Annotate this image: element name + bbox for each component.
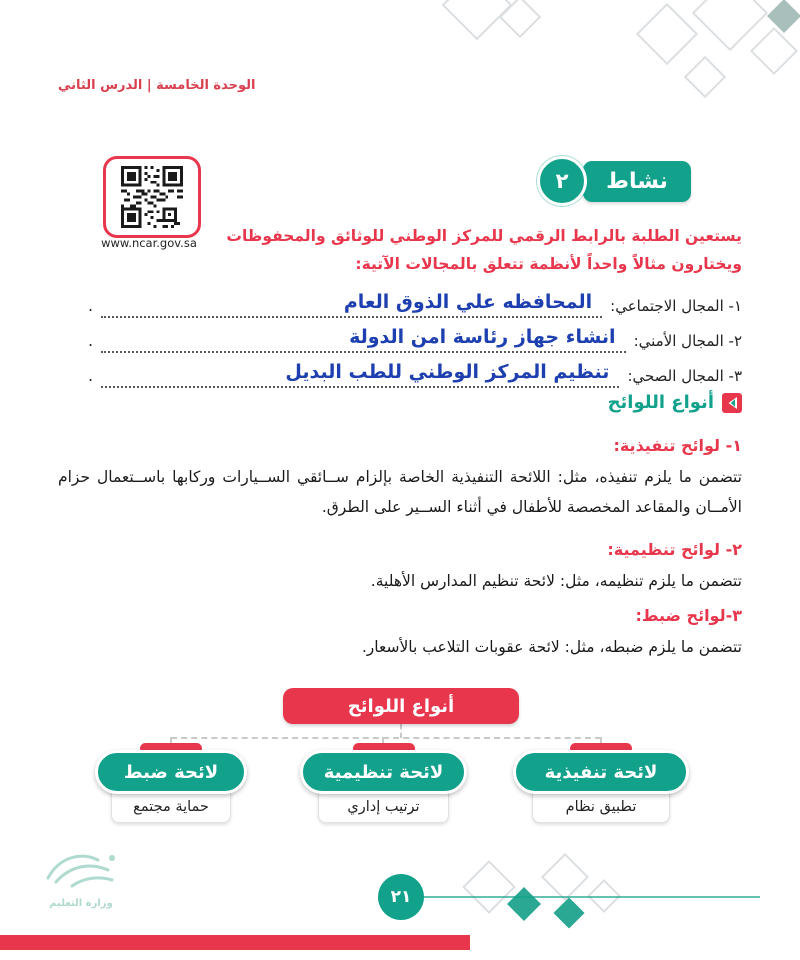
subsection-body-1: تتضمن ما يلزم تنفيذه، مثل: اللائحة التنفيذية الخاصة بإلزام ســائقي الســيارات وركابها باســتعمال حزام الأمــان والمقاعد المخصصة للأطفال في أثناء الســير على الطرق. <box>58 468 742 516</box>
node-subtitle: تطبيق نظام <box>532 782 669 823</box>
diagram-node-organizational <box>300 750 467 823</box>
subsection-heading-1: ١- لوائح تنفيذية: <box>613 436 742 455</box>
subsection-body-3: تتضمن ما يلزم ضبطه، مثل: لائحة عقوبات التلاعب بالأسعار. <box>361 638 742 656</box>
decor-diamond <box>462 860 516 914</box>
diagram-node-control <box>95 750 247 823</box>
answer-row-security <box>88 321 742 353</box>
subsection-heading-2: ٢- لوائح تنظيمية: <box>607 540 742 559</box>
line-period: . <box>88 366 94 385</box>
answer-row-health <box>88 356 742 388</box>
line-period: . <box>88 331 94 350</box>
decor-diamond <box>541 853 589 901</box>
line-period: . <box>88 296 94 315</box>
handwritten-answer: تنظيم المركز الوطني للطب البديل <box>101 359 619 388</box>
page-number: ٢١ <box>378 874 424 920</box>
node-subtitle: حماية مجتمع <box>111 782 231 823</box>
qr-code-icon <box>121 166 183 228</box>
node-title: لائحة تنظيمية <box>300 750 467 794</box>
node-title: لائحة تنفيذية <box>513 750 689 794</box>
subsection-heading-3: ٣-لوائح ضبط: <box>635 606 742 625</box>
ministry-of-education-logo <box>26 848 136 909</box>
handwritten-answer: انشاء جهاز رئاسة امن الدولة <box>101 324 625 353</box>
diagram-node-executive <box>513 750 689 823</box>
handwritten-answer: المحافظه علي الذوق العام <box>101 289 602 318</box>
qr-frame <box>103 156 201 238</box>
connector-line <box>400 724 402 738</box>
decor-diamond <box>507 887 541 921</box>
activity-badge: نشاط <box>583 161 691 202</box>
field-label: ٣- المجال الصحي: <box>627 367 742 385</box>
decor-diamond <box>553 897 584 928</box>
activity-number-badge: ٢ <box>537 156 587 206</box>
answer-row-social <box>88 286 742 318</box>
section-heading <box>608 392 742 413</box>
breadcrumb: الوحدة الخامسة | الدرس الثاني <box>58 78 256 93</box>
ministry-logo-mark <box>42 848 120 892</box>
diagram-root-box: أنواع اللوائح <box>283 688 519 724</box>
node-title: لائحة ضبط <box>95 750 247 794</box>
connector-line <box>171 737 601 739</box>
field-label: ٢- المجال الأمني: <box>633 332 742 350</box>
qr-url: www.ncar.gov.sa <box>101 236 197 250</box>
footer-red-bar <box>0 935 470 950</box>
ministry-logo-text: وزارة التعليم <box>49 898 113 909</box>
decor-diamond <box>750 27 798 75</box>
footer-rule <box>424 896 760 898</box>
subsection-body-2: تتضمن ما يلزم تنظيمه، مثل: لائحة تنظيم المدارس الأهلية. <box>370 572 742 590</box>
section-marker-icon <box>722 393 742 413</box>
decor-diamond <box>636 3 698 65</box>
section-title: أنواع اللوائح <box>607 392 714 413</box>
node-subtitle: ترتيب إداري <box>318 782 449 823</box>
decor-diamond <box>684 56 726 98</box>
field-label: ١- المجال الاجتماعي: <box>610 297 742 315</box>
activity-intro: يستعين الطلبة بالرابط الرقمي للمركز الوطني للوثائق والمحفوظات ويختارون مثالاً واحداً لأنظمة تتعلق بالمجالات الآتية: <box>226 227 742 273</box>
